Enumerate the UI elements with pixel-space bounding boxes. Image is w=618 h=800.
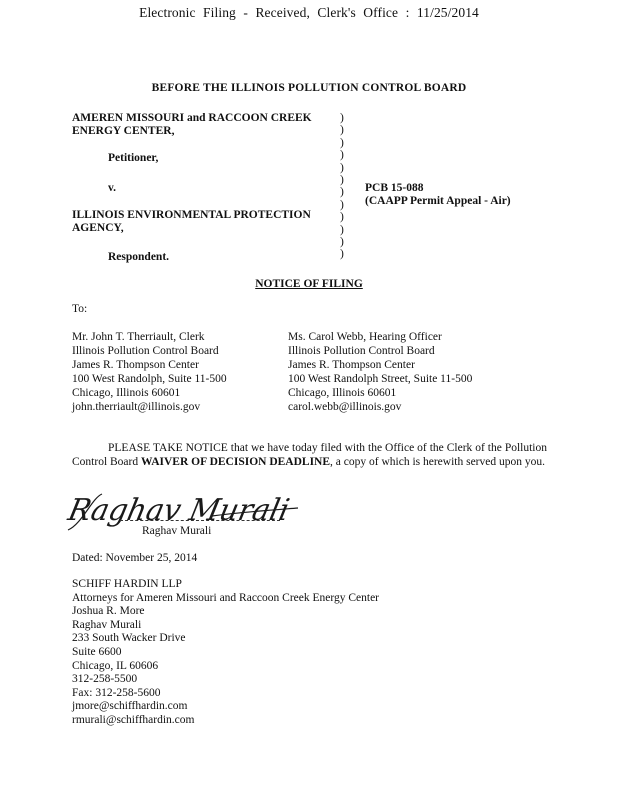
filing-stamp: Electronic Filing - Received, Clerk's Office : 11/25/2014 xyxy=(139,5,479,20)
firm-signature-block xyxy=(72,578,379,728)
paren-mark: ) xyxy=(340,161,344,174)
dated-line: Dated: November 25, 2014 xyxy=(72,552,198,564)
recipient-line: 100 West Randolph, Suite 11-500 xyxy=(72,373,227,385)
notice-body-part1: PLEASE TAKE NOTICE that we have today filed with the Office of the Clerk of the Pollution Control Board xyxy=(72,442,547,468)
recipient-email: john.therriault@illinois.gov xyxy=(72,401,201,413)
firm-email: rmurali@schiffhardin.com xyxy=(72,713,195,726)
paren-mark: ) xyxy=(340,174,344,187)
petitioner-name-line1: AMEREN MISSOURI and RACCOON CREEK xyxy=(72,112,312,124)
recipient-line: Chicago, Illinois 60601 xyxy=(72,387,181,399)
case-type: (CAAPP Permit Appeal - Air) xyxy=(365,195,511,207)
notice-body-part2: , a copy of which is herewith served upon you. xyxy=(330,456,545,468)
recipient-line: Chicago, Illinois 60601 xyxy=(288,387,397,399)
recipient-line: 100 West Randolph Street, Suite 11-500 xyxy=(288,373,473,385)
petitioner-role: Petitioner, xyxy=(108,152,159,164)
versus-label: v. xyxy=(108,182,116,194)
recipient-line: James R. Thompson Center xyxy=(72,359,199,371)
recipient-line: James R. Thompson Center xyxy=(288,359,415,371)
signature-line xyxy=(120,520,280,521)
firm-phone: 312-258-5500 xyxy=(72,673,138,686)
paren-mark: ) xyxy=(340,112,344,124)
notice-document-title: WAIVER OF DECISION DEADLINE xyxy=(141,456,331,468)
paren-mark: ) xyxy=(340,223,344,236)
caption-parentheses xyxy=(340,112,344,261)
recipient-hearing-officer xyxy=(288,330,472,414)
recipient-clerk xyxy=(72,330,227,414)
case-number: PCB 15-088 xyxy=(365,182,424,194)
paren-mark: ) xyxy=(340,136,344,149)
recipient-line: Illinois Pollution Control Board xyxy=(72,345,219,357)
recipient-line: Mr. John T. Therriault, Clerk xyxy=(72,331,205,343)
respondent-role: Respondent. xyxy=(108,251,170,263)
notice-title: NOTICE OF FILING xyxy=(255,278,363,290)
recipient-email: carol.webb@illinois.gov xyxy=(288,401,402,413)
recipient-line: Illinois Pollution Control Board xyxy=(288,345,435,357)
firm-address: 233 South Wacker Drive xyxy=(72,632,186,645)
paren-mark: ) xyxy=(340,124,344,137)
firm-attorneys-for: Attorneys for Ameren Missouri and Raccoon Creek Energy Center xyxy=(72,591,380,604)
firm-email: jmore@schiffhardin.com xyxy=(72,700,188,713)
respondent-name-line2: AGENCY, xyxy=(72,222,124,234)
respondent-name-line1: ILLINOIS ENVIRONMENTAL PROTECTION xyxy=(72,209,311,221)
notice-body xyxy=(72,441,547,469)
paren-mark: ) xyxy=(340,198,344,211)
firm-fax: Fax: 312-258-5600 xyxy=(72,686,161,699)
firm-suite: Suite 6600 xyxy=(72,645,122,658)
paren-mark: ) xyxy=(340,248,344,261)
firm-name: SCHIFF HARDIN LLP xyxy=(72,578,182,590)
firm-city: Chicago, IL 60606 xyxy=(72,659,159,672)
board-title: BEFORE THE ILLINOIS POLLUTION CONTROL BOARD xyxy=(151,82,467,94)
firm-attorney: Joshua R. More xyxy=(72,605,145,618)
paren-mark: ) xyxy=(340,236,344,249)
to-label: To: xyxy=(72,303,88,315)
paren-mark: ) xyxy=(340,149,344,162)
recipient-line: Ms. Carol Webb, Hearing Officer xyxy=(288,331,442,343)
signer-printed-name: Raghav Murali xyxy=(142,525,212,537)
firm-attorney: Raghav Murali xyxy=(72,618,142,631)
petitioner-name-line2: ENERGY CENTER, xyxy=(72,125,175,137)
signature-script: Raghav Murali xyxy=(65,493,298,528)
paren-mark: ) xyxy=(340,211,344,224)
paren-mark: ) xyxy=(340,186,344,199)
